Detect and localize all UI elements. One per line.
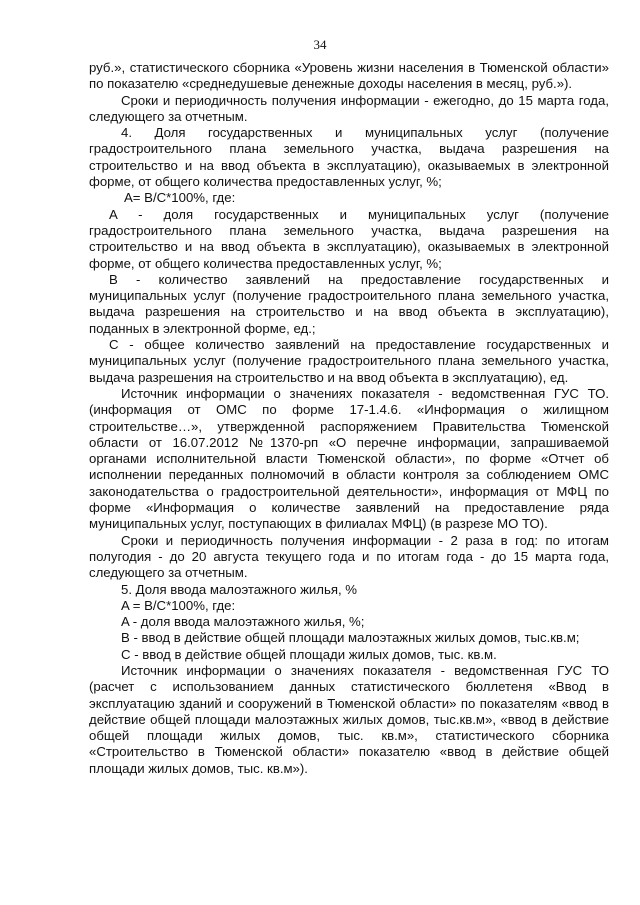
- paragraph-definition-c-5: C - ввод в действие общей площади жилых домов, тыс. кв.м.: [121, 646, 497, 662]
- paragraph-formula-4: A= B/C*100%, где:: [124, 190, 236, 206]
- paragraph-indicator-5-title: 5. Доля ввода малоэтажного жилья, %: [121, 581, 358, 597]
- paragraph-definition-c-4: C - общее количество заявлений на предоставление государственных и муниципальных услуг (получение градостроительного плана земельного участка, выдача разрешения на строительство и на ввод объекта в эксплуатацию), ед.: [89, 337, 609, 385]
- paragraph-definition-a-5: A - доля ввода малоэтажного жилья, %;: [121, 614, 365, 630]
- paragraph-definition-b-5: B - ввод в действие общей площади малоэтажных жилых домов, тыс.кв.м;: [121, 630, 580, 646]
- page-number: 34: [313, 37, 327, 52]
- paragraph-indicator-4-title: 4. Доля государственных и муниципальных услуг (получение градостроительного плана земельного участка, выдача разрешения на строительство и на ввод объекта в эксплуатацию), оказываемых в электронной форме, от общего количества предоставленных услуг, %;: [89, 125, 609, 190]
- paragraph-reporting-period-semiannual: Сроки и периодичность получения информации - 2 раза в год: по итогам полугодия - до 20 августа текущего года и по итогам года - до 15 марта года, следующего за отчетным.: [89, 532, 609, 581]
- paragraph-source-4: Источник информации о значениях показателя - ведомственная ГУС ТО. (информация от ОМС по форме 17-1.4.6. «Информация о жилищном строительстве…», утвержденной распоряжением Правительства Тюменской области от 16.07.2012 №1370-рп «О перечне информации, запрашиваемой органами исполнительной власти Тюменской области», по форме «Отчет об исполнении переданных полномочий в области контроля за соблюдением ОМС законодательства о градостроительной деятельности», информация от МФЦ по форме «Информация о количестве заявлений на предоставление ряда муниципальных услуг, поступающих в филиалах МФЦ) (в разрезе МО ТО).: [89, 385, 609, 532]
- paragraph-definition-a-4: A - доля государственных и муниципальных услуг (получение градостроительного плана земельного участка, выдача разрешения на строительство и на ввод объекта в эксплуатацию), оказываемых в электронной форме, от общего количества предоставленных услуг, %;: [89, 206, 609, 271]
- paragraph-income-source-continuation: руб.», статистического сборника «Уровень жизни населения в Тюменской области» по показателю «среднедушевые денежные доходы населения в месяц, руб.»).: [89, 60, 609, 92]
- paragraph-source-5: Источник информации о значениях показателя - ведомственная ГУС ТО (расчет с использованием данных статистического бюллетеня «Ввод в эксплуатацию зданий и сооружений в Тюменской области» по показателям «ввод в действие общей площади малоэтажных жилых домов, тыс.кв.м», «ввод в действие общей площади жилых домов, тыс. кв.м», статистического сборника «Строительство в Тюменской области» показателю «ввод в действие общей площади жилых домов, тыс. кв.м»).: [89, 662, 609, 776]
- paragraph-definition-b-4: B - количество заявлений на предоставление государственных и муниципальных услуг (получение градостроительного плана земельного участка, выдача разрешения на строительство и на ввод объекта в эксплуатацию), поданных в электронной форме, ед.;: [89, 271, 609, 336]
- paragraph-reporting-period-annual: Сроки и периодичность получения информации - ежегодно, до 15 марта года, следующего за отчетным.: [89, 92, 609, 124]
- paragraph-formula-5: A = B/C*100%, где:: [121, 597, 236, 613]
- document-body: [89, 60, 609, 777]
